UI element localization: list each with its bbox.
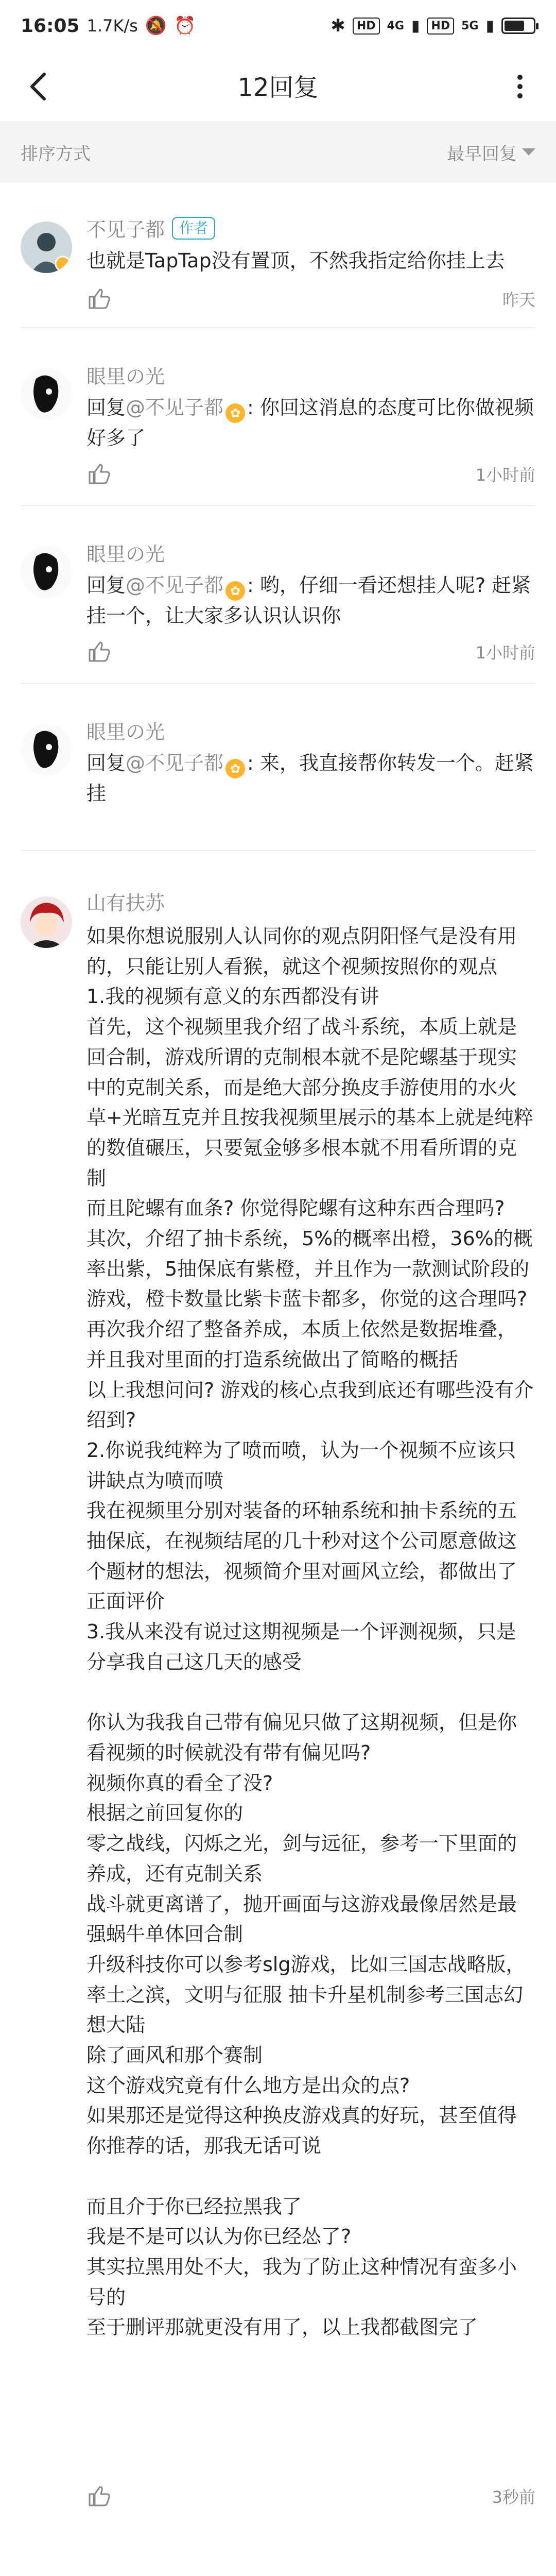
- avatar[interactable]: [21, 896, 72, 948]
- avatar[interactable]: [21, 368, 72, 420]
- avatar[interactable]: [21, 724, 72, 775]
- comment-footer: [86, 459, 535, 489]
- avatar-image: [21, 222, 72, 273]
- back-arrow-icon: [28, 72, 48, 101]
- sim2-hd-badge: HD: [427, 18, 454, 35]
- like-icon[interactable]: [86, 286, 111, 311]
- user-badge-icon: ✿: [225, 759, 245, 778]
- user-badge-icon: ✿: [225, 403, 245, 423]
- signal-icon: ▮: [485, 16, 494, 35]
- comment-author[interactable]: [86, 538, 165, 567]
- back-button[interactable]: [18, 66, 59, 107]
- reply-prefix: 回复: [86, 574, 126, 597]
- divider: [21, 850, 535, 851]
- divider: [21, 505, 535, 506]
- reply-body: : 你回这消息的态度可比你做视频好多了: [86, 396, 534, 449]
- comment-text: 如果你想说服别人认同你的观点阴阳怪气是没有用的，只能让别人看猴，就这个视频按照你的观点 1.我的视频有意义的东西都没有讲 首先，这个视频里我介绍了战斗系统，本质上就是回合制，游戏所谓的克制根本就不是陀螺基于现实中的克制关系，而是绝大部分换皮手游使用的水火草+光暗互克并且按我视频里展示的基本上就是纯粹的数值碾压，只要氪金够多根本就不用看所谓的克制 而且陀螺有血条? 你觉得陀螺有这种东西合理吗? 其次，介绍了抽卡系统，5%的概率出橙，36%的概率出紫，5抽保底有紫橙，并且作为一款测试阶段的游戏，橙卡数量比紫卡蓝卡都多，你觉的这合理吗? 再次我介绍了整备养成，本质上依然是数据堆叠，并且我对里面的打造系统做出了简略的概括 以上我想问问? 游戏的核心点我到底还有哪些没有介绍到? 2.你说我纯粹为了喷而喷，认为一个视频不应该只讲缺点为喷而喷 我在视频里分别对装备的环轴系统和抽卡系统的五抽保底，在视频结尾的几十秒对这个公司愿意做这个题材的想法，视频简介里对画风立绘，都做出了正面评价 3.我从来没有说过这期视频是一个评测视频，只是分享我自己这几天的感受 你认为我我自己带有偏见只做了这期视频，但是你看视频的时候就没有带有偏见吗? 视频你真的看全了没? 根据之前回复你的 零之战线，闪烁之光，剑与远征，参考一下里面的养成，还有克制关系 战斗就更离谱了，抛开画面与这游戏最像居然是最强蜗牛单体回合制 升级科技你可以参考slg游戏，比如三国志战略版，率土之滨，文明与征服 抽卡升星机制参考三国志幻想大陆 除了画风和那个赛制 这个游戏究竟有什么地方是出众的点? 如果那还是觉得这种换皮游戏真的好玩，甚至值得你推荐的话，那我无话可说 而且介于你已经拉黑我了 我是不是可以认为你已经怂了? 其实拉黑用处不大，我为了防止这种情况有蛮多小号的 至于删评那就更没有用了，以上我都截图完了: [86, 925, 534, 2339]
- comment-text: [86, 393, 534, 453]
- caret-down-icon: [522, 148, 535, 156]
- comment-time: 昨天: [502, 290, 535, 310]
- nav-bar: [0, 52, 556, 118]
- comment-text: [86, 570, 534, 631]
- status-net-speed: 1.7K/s: [86, 16, 138, 36]
- user-badge-icon: ✿: [225, 581, 245, 601]
- avatar-image: [21, 724, 72, 775]
- divider: [21, 683, 535, 684]
- battery-icon: [501, 18, 535, 34]
- comment-item: [0, 706, 556, 860]
- author-badge: 作者: [172, 217, 215, 240]
- status-bar: [0, 0, 556, 52]
- comment-item: [0, 876, 556, 2550]
- divider: [21, 327, 535, 328]
- more-vertical-icon: [517, 74, 523, 99]
- sim1-network: 4G: [387, 19, 404, 32]
- author-name: 眼里の光: [86, 543, 165, 566]
- mute-icon: 🔕: [145, 15, 167, 36]
- reply-body: : 哟，仔细一看还想挂人呢? 赶紧挂一个，让大家多认识认识你: [86, 574, 531, 627]
- author-name: 眼里の光: [86, 721, 165, 743]
- avatar-image: [21, 896, 72, 948]
- comment-footer: [86, 636, 535, 667]
- bluetooth-icon: ✱: [331, 15, 345, 36]
- sort-bar: [0, 121, 556, 183]
- comment-time: 1小时前: [475, 465, 535, 485]
- comment-text: 也就是TapTap没有置顶，不然我指定给你挂上去: [86, 249, 505, 272]
- reply-prefix: 回复: [86, 396, 126, 419]
- comment-author[interactable]: [86, 887, 165, 916]
- page-title: 12回复: [237, 73, 319, 102]
- mention-link[interactable]: @不见子都: [126, 396, 224, 419]
- sort-selected-value: 最早回复: [447, 143, 517, 164]
- comment-item: [0, 204, 556, 332]
- mention-link[interactable]: @不见子都: [126, 574, 224, 597]
- comment-text: [86, 748, 534, 809]
- comment-author[interactable]: [86, 361, 165, 389]
- author-name: 山有扶苏: [86, 892, 165, 914]
- sort-label: 排序方式: [21, 143, 91, 164]
- comment-author[interactable]: [86, 214, 215, 242]
- author-name: 不见子都: [86, 218, 165, 241]
- author-name: 眼里の光: [86, 365, 165, 388]
- like-icon[interactable]: [86, 2484, 111, 2509]
- comment-time: 3秒前: [492, 2487, 535, 2507]
- comment-footer: [86, 2481, 535, 2512]
- more-options-button[interactable]: [505, 66, 535, 107]
- signal-icon: ▮: [411, 16, 420, 35]
- comment-footer: [86, 283, 535, 314]
- like-icon[interactable]: [86, 462, 111, 486]
- status-time: 16:05: [21, 15, 80, 37]
- comment-time: 1小时前: [475, 643, 535, 663]
- mention-link[interactable]: @不见子都: [126, 752, 224, 774]
- sim2-network: 5G: [461, 19, 479, 32]
- alarm-icon: ⏰: [174, 15, 196, 36]
- like-icon[interactable]: [86, 639, 111, 664]
- avatar[interactable]: [21, 222, 72, 273]
- sort-select[interactable]: [447, 140, 535, 165]
- avatar-image: [21, 546, 72, 598]
- comment-item: [0, 350, 556, 515]
- comment-author[interactable]: [86, 716, 165, 744]
- reply-body: : 来，我直接帮你转发一个。赶紧挂: [86, 752, 534, 805]
- avatar[interactable]: [21, 546, 72, 598]
- comment-item: [0, 528, 556, 693]
- reply-prefix: 回复: [86, 752, 126, 774]
- sim1-hd-badge: HD: [353, 18, 380, 35]
- avatar-image: [21, 368, 72, 420]
